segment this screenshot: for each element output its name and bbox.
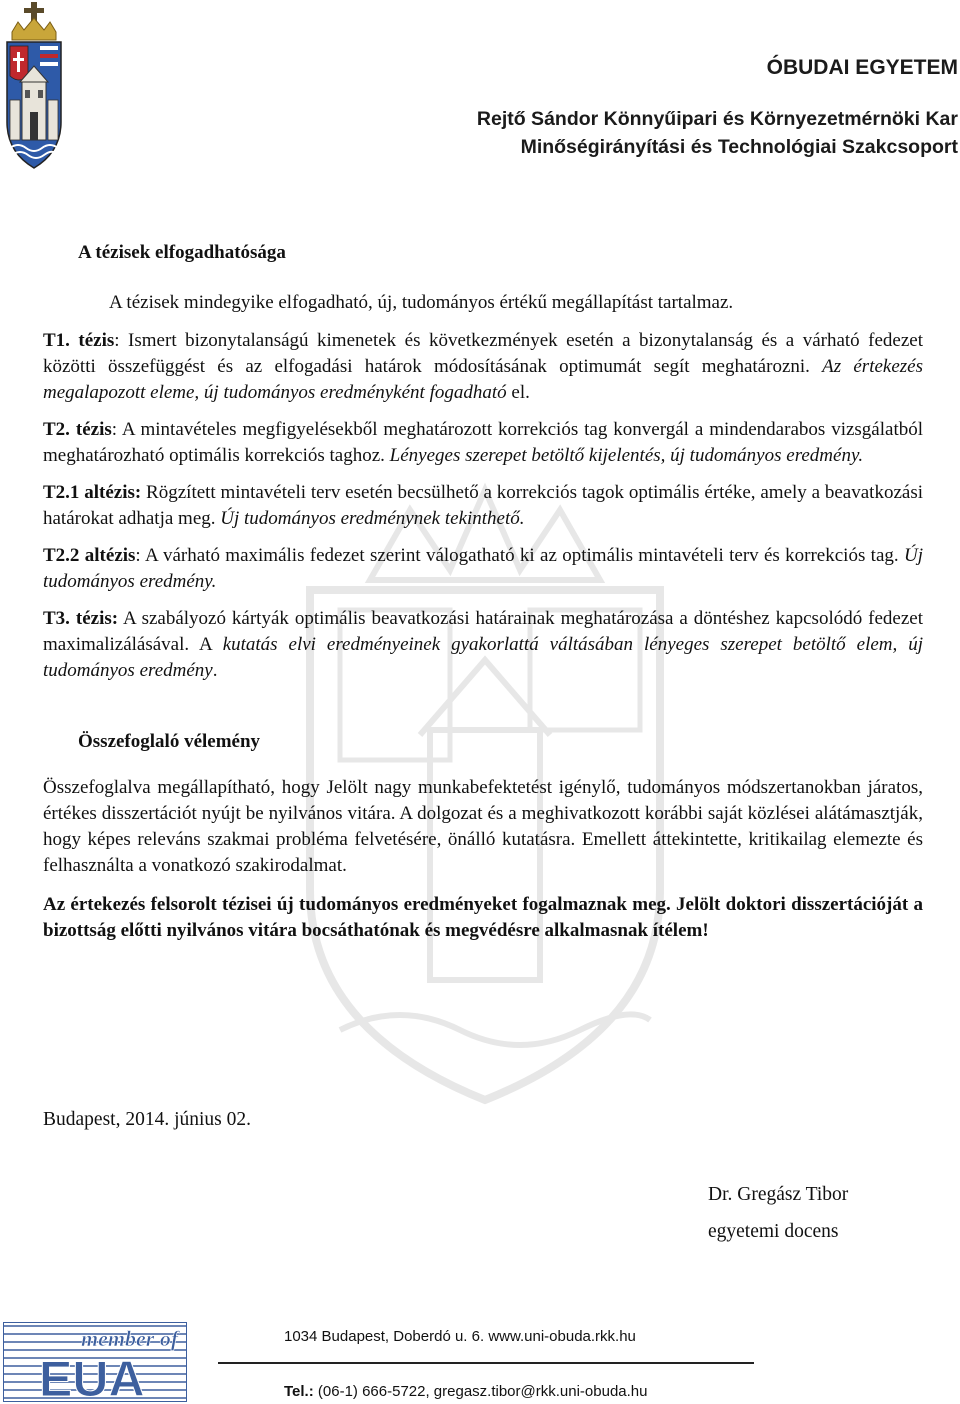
thesis-label: T2.2 — [43, 545, 80, 566]
thesis-tail: el. — [506, 382, 530, 403]
summary-heading: Összefoglaló vélemény — [78, 731, 261, 752]
tel-label: Tel.: — [284, 1383, 314, 1400]
summary-body: Összefoglalva megállapítható, hogy Jelölt nagy munkabefektetést igénylő, tudományos módszertanokban járatos, értékes disszertációt nyújt be nyilvános vitára. A dolgozat és a meghivatkozott korábbi saját közlései alátámasztják, hogy képes releváns szakmai probléma felvetésére, önálló kutatásra. Emellett áttekintette, kritikailag elemezte és felhasználta a vonatkozó szakirodalmat. — [43, 777, 923, 876]
theses-intro: A tézisek mindegyike elfogadható, új, tudományos értékű megállapítást tartalmaz. — [109, 292, 734, 313]
thesis-t2 — [43, 417, 923, 469]
thesis-t3 — [43, 606, 923, 684]
thesis-label: T2. — [43, 419, 70, 440]
thesis-text: : A várható maximális fedezet szerint válogatható ki az optimális mintavételi terv és korrekciós tag. — [135, 545, 904, 566]
university-crest-logo — [2, 2, 66, 170]
thesis-t1 — [43, 328, 923, 406]
thesis-keyword: altézis: — [79, 482, 142, 503]
thesis-verdict: Lényeges szerepet betöltő kijelentés, új tudományos eredmény. — [389, 445, 864, 466]
footer-address: 1034 Budapest, Doberdó u. 6. www.uni-obuda.rkk.hu — [284, 1328, 636, 1345]
signatory-title: egyetemi docens — [708, 1221, 839, 1242]
group-name: Minőségirányítási és Technológiai Szakcsoport — [520, 136, 958, 158]
faculty-name: Rejtő Sándor Könnyűipari és Környezetmérnöki Kar — [476, 108, 958, 130]
thesis-tail: . — [212, 660, 218, 681]
thesis-text: Rögzített mintavételi terv esetén becsülhető a korrekciós tagok optimális értéke, amely a beavatkozási határokat adhatja meg. — [43, 482, 923, 529]
thesis-verdict: kutatás elvi eredményeinek gyakorlattá váltásában lényeges szerepet betöltő elem, új tudományos eredmény — [43, 634, 923, 681]
tel-details: (06-1) 666-5722, gregasz.tibor@rkk.uni-obuda.hu — [313, 1383, 648, 1400]
thesis-keyword: tézis — [75, 419, 112, 440]
thesis-label: T1. — [43, 330, 70, 351]
footer-contact — [284, 1383, 647, 1400]
eua-main-text: EUA — [39, 1351, 145, 1402]
date-line: Budapest, 2014. június 02. — [43, 1109, 251, 1130]
thesis-text: : A mintavételes megfigyelésekből meghatározott korrekciós tag konvergál a mindendarabos vizsgálatból meghatározható optimális korrekciós taghoz. — [43, 419, 924, 466]
thesis-verdict: Új tudományos eredmény. — [43, 545, 923, 592]
eua-member-logo — [3, 1322, 187, 1402]
thesis-verdict: Az értekezés megalapozott eleme, új tudományos eredményként fogadható — [43, 356, 923, 403]
summary-conclusion: Az értekezés felsorolt tézisei új tudományos eredményeket fogalmaznak meg. Jelölt doktori disszertációját a bizottság előtti nyilvános vitára bocsáthatónak és megvédésre alkalmasnak ítélem! — [43, 894, 923, 941]
theses-heading: A tézisek elfogadhatósága — [78, 242, 286, 263]
footer-divider — [218, 1362, 754, 1364]
thesis-keyword: altézis — [79, 545, 136, 566]
thesis-text: : Ismert bizonytalanságú kimenetek és következmények esetén a bizonytalanság és a várható fedezet közötti összefüggést és az elfogadási határok módosításának optimumát segít meghatározni. — [43, 330, 924, 377]
thesis-keyword: tézis: — [69, 608, 119, 629]
thesis-keyword: tézis — [78, 330, 115, 351]
signatory-name: Dr. Gregász Tibor — [708, 1184, 849, 1205]
thesis-label: T3. — [43, 608, 70, 629]
thesis-label: T2.1 — [43, 482, 80, 503]
thesis-t2-2 — [43, 543, 923, 595]
thesis-text: A szabályozó kártyák optimális beavatkozási határainak meghatározása a döntéshez kapcsolódó fedezet maximalizálásával. A — [43, 608, 923, 655]
university-name: ÓBUDAI EGYETEM — [766, 56, 958, 79]
thesis-verdict: Új tudományos eredménynek tekinthető. — [220, 508, 525, 529]
thesis-t2-1 — [43, 480, 923, 532]
eua-member-text: member of — [81, 1326, 179, 1351]
document-body — [43, 240, 923, 944]
